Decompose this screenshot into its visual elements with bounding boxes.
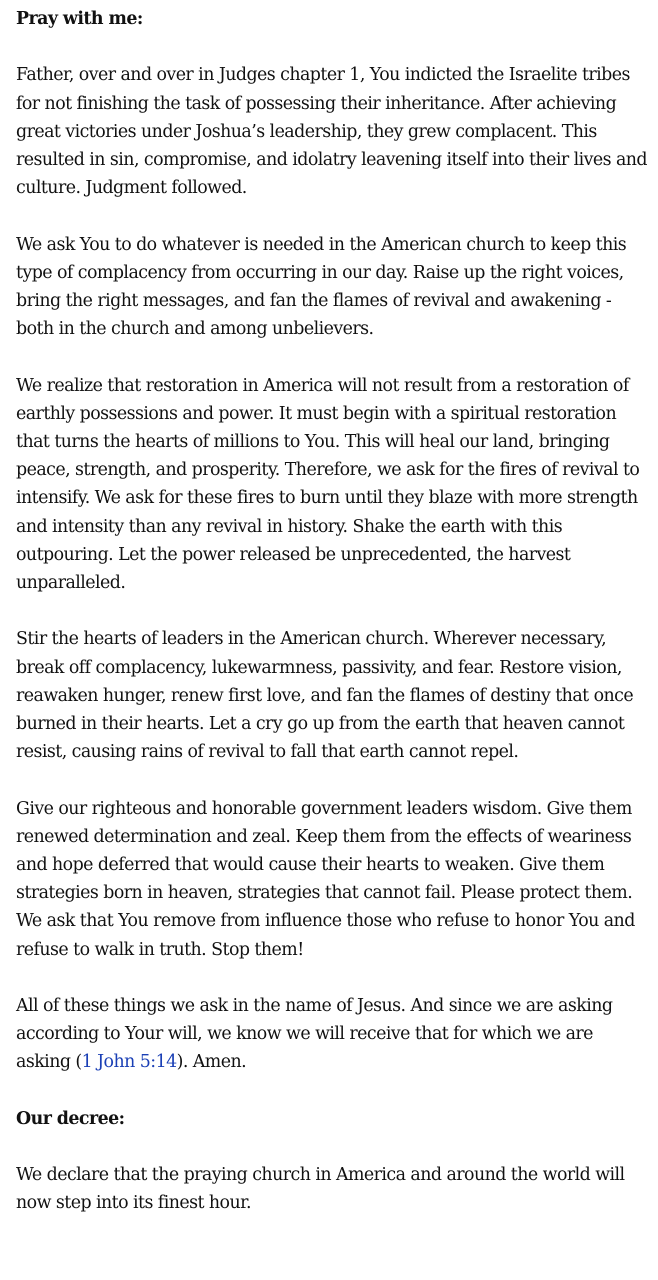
paragraph-leaders: Stir the hearts of leaders in the American church. Wherever necessary, break off complacency, lukewarmness, passivity, and fear. Restore vision, reawaken hunger, renew first love, and fan the flames of destiny that once burned in their hearts. Let a cry go up from the earth that heaven cannot resist, causing rains of revival to fall that earth cannot repel. [16,629,634,763]
prayer-heading: Pray with me: [16,9,143,29]
paragraph-restoration: We realize that restoration in America will not result from a restoration of earthly possessions and power. It must begin with a spiritual restoration that turns the hearts of millions to You. This will heal our land, bringing peace, strength, and prosperity. Therefore, we ask for the fires of revival to intensify. We ask for these fires to burn until they blaze with more strength and intensity than any revival in history. Shake the earth with this outpouring. Let the power released be unprecedented, the harvest unparalleled. [16,375,640,594]
paragraph-government: Give our righteous and honorable government leaders wisdom. Give them renewed determination and zeal. Keep them from the effects of weariness and hope deferred that would cause their hearts to weaken. Give them strategies born in heaven, strategies that cannot fail. Please protect them. We ask that You remove from influence those who refuse to honor You and refuse to walk in truth. Stop them! [16,798,635,960]
scripture-reference-link[interactable]: 1 John 5:14 [81,1052,177,1073]
decree-heading: Our decree: [16,1108,125,1129]
paragraph-closing [16,992,648,1077]
decree-text: We declare that the praying church in America and around the world will now step into its finest hour. [16,1165,625,1214]
closing-text-end: ). Amen. [176,1052,247,1073]
paragraph-complacency: Father, over and over in Judges chapter 1, You indicted the Israelite tribes for not finishing the task of possessing their inheritance. After achieving great victories under Joshua’s leadership, they grew complacent. This resulted in sin, compromise, and idolatry leavening itself into their lives and culture. Judgment followed. [16,65,648,199]
paragraph-church: We ask You to do whatever is needed in the American church to keep this type of complacency from occurring in our day. Raise up the right voices, bring the right messages, and fan the flames of revival and awakening - both in the church and among unbelievers. [16,234,627,340]
closing-text-start: All of these things we ask in the name of Jesus. And since we are asking according to Your will, we know we will receive that for which we are asking ( [16,996,613,1073]
